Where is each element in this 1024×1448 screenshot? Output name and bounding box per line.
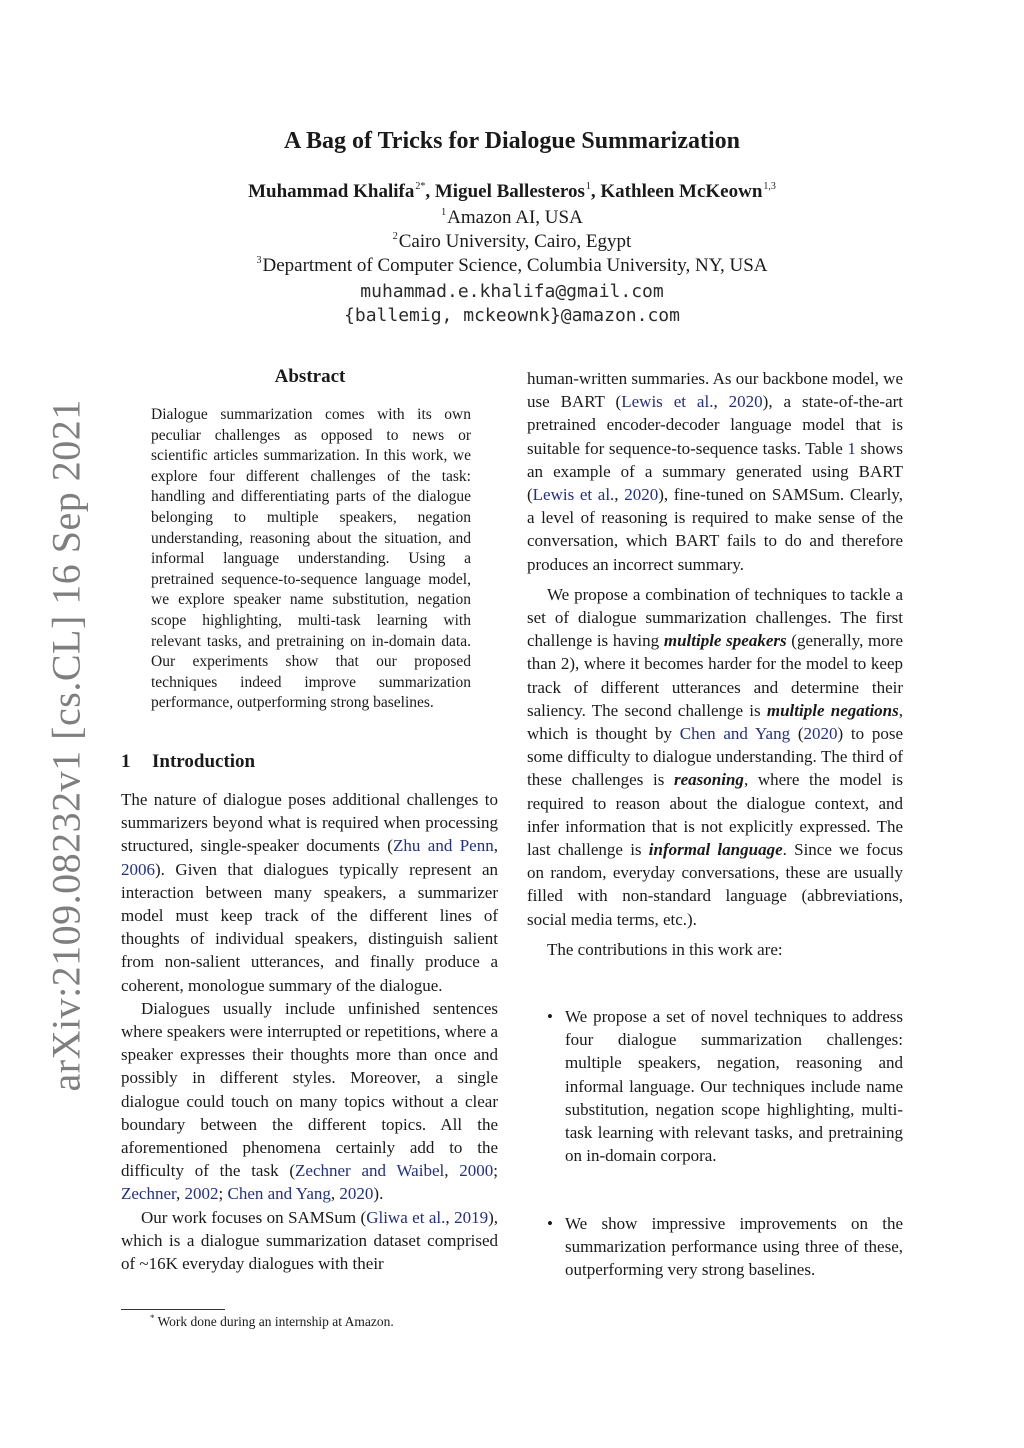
citation-link[interactable]: 2020 [728, 392, 763, 412]
affiliation-line [0, 231, 1024, 253]
paragraph: We propose a combination of techniques to tackle a set of dialogue summarization challenges. The first challenge is having multiple speakers (generally, more than 2), where it becomes harder for the model to keep track of different utterances and determine their saliency. The second challenge is multiple negations, which is thought by Chen and Yang (2020) to pose some difficulty to dialogue understanding. The third of these challenges is reasoning, where the model is required to reason about the dialogue context, and infer information that is not explicitly expressed. The last challenge is informal language. Since we focus on random, everyday conversations, these are usually filled with non-standard language (abbreviations, social media terms, etc.). [527, 584, 904, 929]
email-line: {ballemig, mckeownk}@amazon.com [344, 305, 680, 326]
citation-link[interactable]: 2020 [339, 1184, 374, 1204]
section-heading [121, 751, 501, 773]
author-name: Kathleen McKeown [600, 181, 763, 202]
citation-link[interactable]: 2020 [803, 724, 838, 744]
paragraph: The contributions in this work are: [547, 939, 783, 959]
affil-mark: 1 [441, 207, 447, 218]
section-number: 1 [121, 751, 131, 772]
email-line: muhammad.e.khalifa@gmail.com [360, 281, 664, 302]
affil-text: Amazon AI, USA [447, 207, 583, 228]
author-list [0, 181, 1024, 203]
footnote-text: Work done during an internship at Amazon. [157, 1314, 394, 1329]
emphasis: multiple speakers [663, 631, 787, 651]
affiliation-line [0, 207, 1024, 229]
affiliation-line [0, 255, 1024, 277]
footnote-mark: * [150, 1313, 155, 1323]
table-ref-link[interactable]: 1 [847, 438, 856, 458]
author-name: Muhammad Khalifa [248, 181, 415, 202]
citation-link[interactable]: 2000 [459, 1161, 494, 1181]
emphasis: informal language [648, 840, 783, 860]
emphasis: reasoning [674, 770, 744, 790]
author-name: Miguel Ballesteros [434, 181, 585, 202]
citation-link[interactable]: 2020 [624, 485, 659, 505]
emphasis: multiple negations [766, 700, 899, 720]
paragraph: human-written summaries. As our backbone model, we use BART (Lewis et al., 2020), a state-of-the-art pretrained encoder-decoder language model that is suitable for sequence-to-sequence tasks. Table 1 shows an example of a summary generated using BART (Lewis et al., 2020), fine-tuned on SAMSum. Clearly, a level of reasoning is required to make sense of the conversation, which BART fails to do and therefore produces an incorrect summary. [527, 369, 904, 574]
citation-link[interactable]: Gliwa et al. [366, 1207, 446, 1227]
author-separator: , [590, 181, 601, 202]
list-item: • We show impressive improvements on the summarization performance using three of these, outperforming very strong baselines. [547, 1213, 903, 1279]
abstract-heading: Abstract [274, 366, 346, 387]
affil-mark: 2 [392, 231, 398, 242]
footnote-rule [121, 1309, 225, 1310]
abstract-body: Dialogue summarization comes with its own peculiar challenges as opposed to news or scientific articles summarization. In this work, we explore four different challenges of the task: handling and differentiating parts of the dialogue belonging to multiple speakers, negation understanding, reasoning about the situation, and informal language understanding. Using a pretrained sequence-to-sequence language model, we explore speaker name substitution, negation scope highlighting, multi-task learning with relevant tasks, and pretraining on in-domain data. Our experiments show that our proposed techniques indeed improve summarization performance, outperforming strong baselines. [151, 406, 471, 712]
paragraph: The nature of dialogue poses additional challenges to summarizers beyond what is required when processing structured, single-speaker documents (Zhu and Penn, 2006). Given that dialogues typically represent an interaction between many speakers, a summarizer model must keep track of the different lines of thoughts of individual speakers, distinguish salient from non-salient utterances, and finally produce a coherent, monologue summary of the dialogue. [121, 790, 498, 995]
author-separator: , [425, 181, 435, 202]
list-item: • We propose a set of novel techniques to address four dialogue summarization challenges: multiple speakers, negation, reasoning and informal language. Our techniques include name substitution, negation scope highlighting, multi-task learning with relevant tasks, and pretraining on in-domain corpora. [547, 1007, 903, 1166]
section-title: Introduction [152, 751, 256, 772]
affil-text: Cairo University, Cairo, Egypt [398, 231, 632, 252]
citation-link[interactable]: 2002 [184, 1184, 219, 1204]
citation-link[interactable]: Chen and Yang [227, 1184, 331, 1204]
bullet-icon: • [547, 1213, 553, 1233]
citation-link[interactable]: 2006 [121, 859, 155, 879]
citation-link[interactable]: Lewis et al. [621, 392, 714, 412]
citation-link[interactable]: Zhu and Penn [392, 836, 494, 856]
affil-text: Department of Computer Science, Columbia University, NY, USA [262, 255, 768, 276]
arxiv-side-stamp: arXiv:2109.08232v1 [cs.CL] 16 Sep 2021 [43, 399, 89, 1092]
left-column [121, 788, 498, 1275]
bullet-icon: • [547, 1007, 553, 1027]
citation-link[interactable]: Lewis et al. [532, 485, 615, 505]
author-affil-mark: 2* [415, 181, 426, 192]
footnote [150, 1313, 510, 1330]
paragraph: Our work focuses on SAMSum (Gliwa et al., 2019), which is a dialogue summarization dataset comprised of ~16K everyday dialogues with their [121, 1207, 499, 1274]
right-column [527, 367, 903, 1281]
author-affil-mark: 1 [585, 181, 591, 192]
citation-link[interactable]: Zechner [121, 1184, 177, 1204]
citation-link[interactable]: 2019 [454, 1207, 489, 1227]
author-affil-mark: 1,3 [763, 181, 776, 192]
affil-mark: 3 [256, 255, 262, 266]
citation-link[interactable]: Zechner and Waibel [295, 1161, 445, 1181]
citation-link[interactable]: Chen and Yang [679, 724, 791, 744]
paragraph: Dialogues usually include unfinished sentences where speakers were interrupted or repetitions, where a speaker expresses their thoughts more than once and possibly in different styles. Moreover, a single dialogue could touch on many topics without a clear boundary between the different topics. All the aforementioned phenomena certainly add to the difficulty of the task (Zechner and Waibel, 2000; Zechner, 2002; Chen and Yang, 2020). [121, 998, 498, 1204]
paper-title: A Bag of Tricks for Dialogue Summarization [284, 128, 740, 154]
